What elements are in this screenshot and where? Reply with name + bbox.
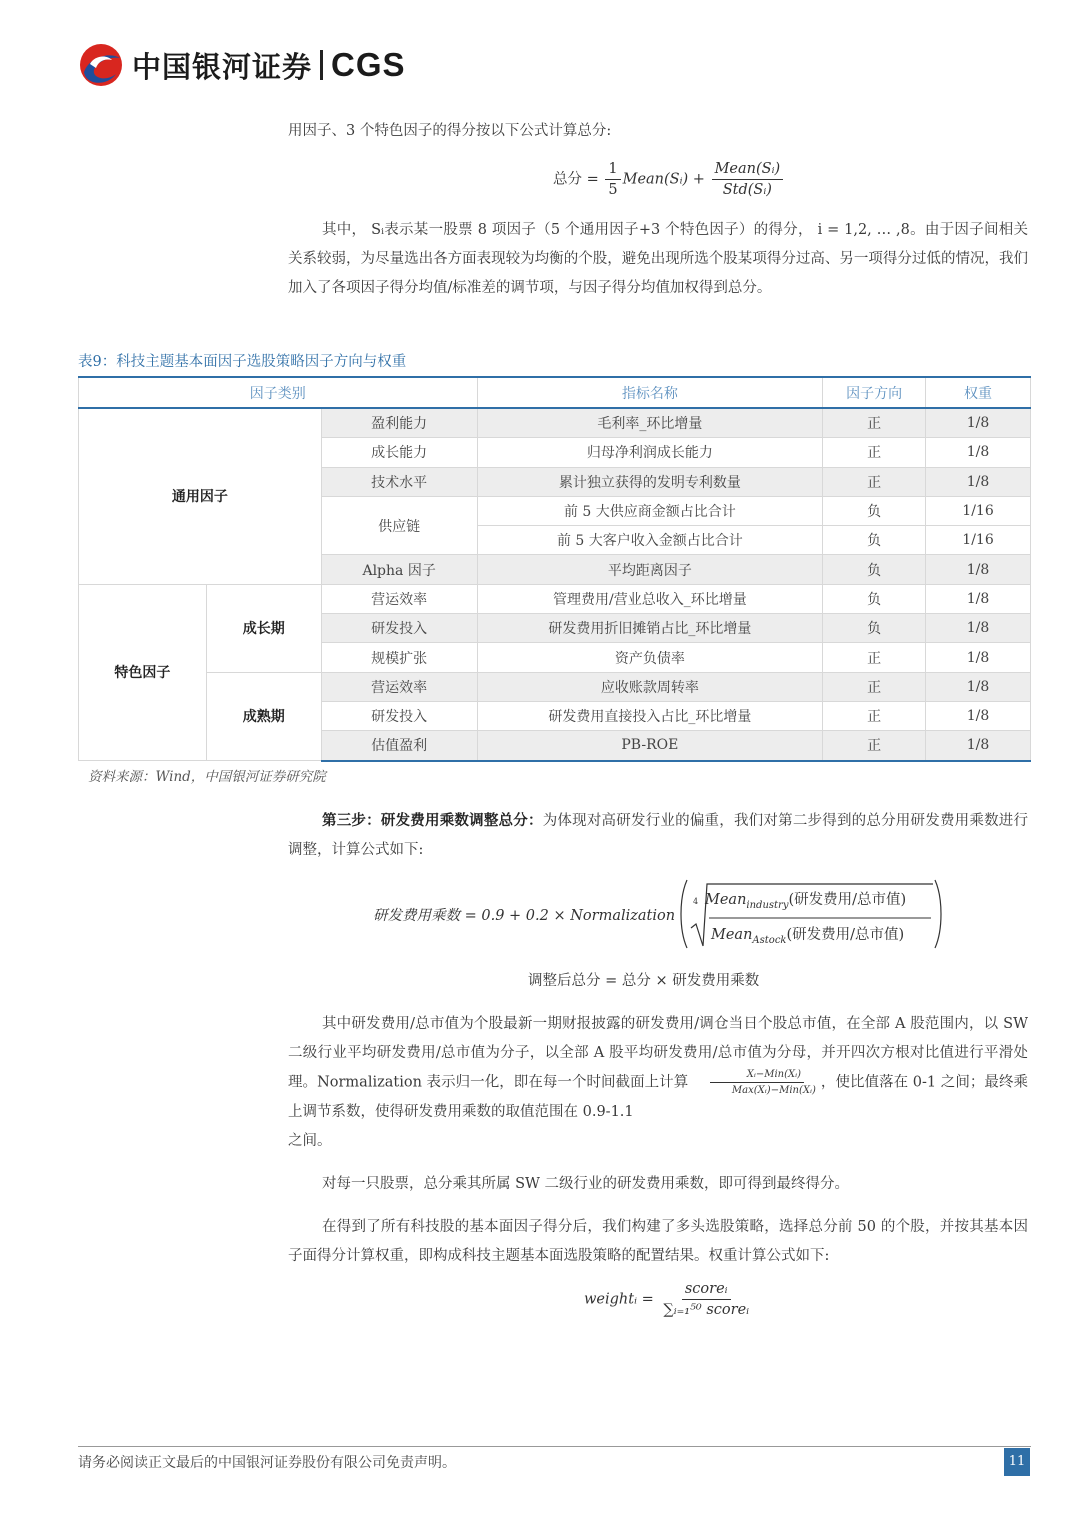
intro-text: 用因子、3 个特色因子的得分按以下公式计算总分: xyxy=(288,123,612,139)
formula1-frac-one-fifth xyxy=(605,160,620,199)
header-factor-category: 因子类别 xyxy=(79,377,478,408)
header-factor-direction: 因子方向 xyxy=(823,377,926,408)
formula4-num: scoreᵢ xyxy=(682,1280,731,1300)
group-special-factor: 特色因子 xyxy=(79,584,207,760)
formula2-lhs: 研发费用乘数 = 0.9 + 0.2 × Normalization xyxy=(373,907,676,924)
para3-text-a: 其中研发费用/总市值为个股最新一期财报披露的研发费用/调仓当日个股总市值，在全部 A 股范围内，以 SW 二级行业平均研发费用/总市值为分子，以全部 A 股平均研发费用/总市值为分母，并开四次方根对比值进行平滑处理。Normalization 表示归一化，即在每一个时间截面上计算 xyxy=(288,1016,1028,1091)
factor-direction: 正 xyxy=(823,467,926,496)
formula2-den-mean: Mean xyxy=(711,927,753,943)
brand-divider xyxy=(320,50,323,80)
formula1-frac1-num: 1 xyxy=(605,160,620,180)
table-row xyxy=(79,408,1031,438)
factor-weight: 1/8 xyxy=(926,731,1031,761)
factor-weight: 1/8 xyxy=(926,467,1031,496)
factor-weight: 1/8 xyxy=(926,701,1031,730)
indicator-name: 归母净利润成长能力 xyxy=(477,438,823,467)
indicator-name: 毛利率_环比增量 xyxy=(477,408,823,438)
step3-text: 为体现对高研发行业的偏重，我们对第二步得到的总分用研发费用乘数进行调整，计算公式如下: xyxy=(288,813,1029,858)
stage-growth: 成长期 xyxy=(206,584,321,672)
normalization-fraction xyxy=(695,1068,819,1097)
factor-direction: 正 xyxy=(823,438,926,467)
total-score-formula xyxy=(553,160,785,199)
formula2-numerator xyxy=(705,888,906,911)
step3-paragraph xyxy=(288,806,1028,865)
factor-direction: 负 xyxy=(823,496,926,525)
sub-category: 营运效率 xyxy=(321,672,477,701)
adjusted-score-formula: 调整后总分 = 总分 × 研发费用乘数 xyxy=(528,973,760,989)
indicator-name: 应收账款周转率 xyxy=(477,672,823,701)
sub-category: Alpha 因子 xyxy=(321,555,477,584)
factor-direction: 正 xyxy=(823,643,926,672)
factor-direction: 负 xyxy=(823,614,926,643)
formula1-frac2-num: Mean(Sᵢ) xyxy=(712,160,784,180)
cgs-logo-icon xyxy=(76,42,126,88)
table-caption: 表9：科技主题基本面因子选股策略因子方向与权重 xyxy=(78,354,407,370)
factor-weight: 1/8 xyxy=(926,408,1031,438)
formula1-term1: Mean(Sᵢ) + xyxy=(622,171,705,188)
formula4-fraction xyxy=(660,1280,752,1319)
factor-weight: 1/8 xyxy=(926,614,1031,643)
sub-category: 规模扩张 xyxy=(321,643,477,672)
rd-multiplier-formula xyxy=(373,878,945,950)
formula2-den-sub: Astock xyxy=(752,934,787,946)
formula1-frac1-den: 5 xyxy=(608,182,618,198)
formula-explanation: 其中， Sᵢ表示某一股票 8 项因子（5 个通用因子+3 个特色因子）的得分， i = 1,2, … ,8。由于因子间相关关系较弱，为尽量选出各方面表现较为均衡的个股，避免出现所选个股某项得分过高、另一项得分过低的情况，我们加入了各项因子得分均值/标准差的调节项，与因子得分均值加权得到总分。 xyxy=(288,222,1028,296)
sub-category: 供应链 xyxy=(321,496,477,555)
weight-formula xyxy=(584,1280,754,1319)
indicator-name: 资产负债率 xyxy=(477,643,823,672)
indicator-name: 累计独立获得的发明专利数量 xyxy=(477,467,823,496)
inline-frac-den: Max(Xᵢ)−Min(Xᵢ) xyxy=(731,1085,816,1096)
inline-frac-num: Xᵢ−Min(Xᵢ) xyxy=(710,1068,804,1083)
factor-direction: 正 xyxy=(823,701,926,730)
factor-weight: 1/8 xyxy=(926,555,1031,584)
sub-category: 营运效率 xyxy=(321,584,477,613)
header-indicator-name: 指标名称 xyxy=(477,377,823,408)
formula2-den-tail: (研发费用/总市值) xyxy=(786,927,905,943)
factor-weight: 1/8 xyxy=(926,584,1031,613)
para3-text-b: ，使比值落在 0-1 之间；最终乘上调节系数，使得研发费用乘数的取值范围在 0.9-1.1 xyxy=(288,1074,1028,1120)
table-row xyxy=(79,672,1031,701)
factor-table xyxy=(78,376,1031,762)
formula2-denominator xyxy=(711,923,904,946)
factor-direction: 负 xyxy=(823,584,926,613)
para3-text-c: 之间。 xyxy=(288,1132,332,1149)
sub-category: 研发投入 xyxy=(321,701,477,730)
formula2-num-tail: (研发费用/总市值) xyxy=(788,892,907,908)
normalization-paragraph xyxy=(288,1010,1028,1156)
page-number: 11 xyxy=(1004,1448,1030,1476)
sub-category: 估值盈利 xyxy=(321,731,477,761)
factor-direction: 负 xyxy=(823,555,926,584)
footer-divider xyxy=(78,1446,1031,1447)
step3-title: 第三步：研发费用乘数调整总分： xyxy=(322,812,543,829)
indicator-name: 前 5 大供应商金额占比合计 xyxy=(477,496,823,525)
indicator-name: 管理费用/营业总收入_环比增量 xyxy=(477,584,823,613)
formula2-num-mean: Mean xyxy=(705,892,747,908)
factor-direction: 负 xyxy=(823,526,926,555)
indicator-name: 研发费用直接投入占比_环比增量 xyxy=(477,701,823,730)
formula2-num-sub: industry xyxy=(746,899,789,911)
formula4-lhs: weightᵢ = xyxy=(584,1291,654,1308)
footer-disclaimer: 请务必阅读正文最后的中国银河证券股份有限公司免责声明。 xyxy=(78,1455,456,1471)
indicator-name: 研发费用折旧摊销占比_环比增量 xyxy=(477,614,823,643)
factor-weight: 1/8 xyxy=(926,643,1031,672)
group-general-factor: 通用因子 xyxy=(79,408,322,584)
indicator-name: 平均距离因子 xyxy=(477,555,823,584)
factor-direction: 正 xyxy=(823,672,926,701)
strategy-paragraph: 在得到了所有科技股的基本面因子得分后，我们构建了多头选股策略，选择总分前 50 的个股，并按其基本因子面得分计算权重，即构成科技主题基本面选股策略的配置结果。权重计算公式如下: xyxy=(288,1219,1028,1264)
factor-weight: 1/16 xyxy=(926,496,1031,525)
brand-name-en: CGS xyxy=(331,46,406,83)
formula4-den: ∑ᵢ₌₁⁵⁰ scoreᵢ xyxy=(663,1302,750,1318)
formula2-root-index: 4 xyxy=(693,897,699,906)
table-header-row xyxy=(79,377,1031,408)
sub-category: 技术水平 xyxy=(321,467,477,496)
factor-weight: 1/8 xyxy=(926,672,1031,701)
factor-weight: 1/8 xyxy=(926,438,1031,467)
stage-mature: 成熟期 xyxy=(206,672,321,760)
header-weight: 权重 xyxy=(926,377,1031,408)
formula1-frac2-den: Std(Sᵢ) xyxy=(722,182,772,198)
formula1-frac-mean-std xyxy=(712,160,784,199)
factor-direction: 正 xyxy=(823,731,926,761)
sub-category: 研发投入 xyxy=(321,614,477,643)
header-logo xyxy=(76,40,406,90)
sub-category: 成长能力 xyxy=(321,438,477,467)
factor-direction: 正 xyxy=(823,408,926,438)
final-score-paragraph: 对每一只股票，总分乘其所属 SW 二级行业的研发费用乘数，即可得到最终得分。 xyxy=(322,1176,850,1192)
indicator-name: PB-ROE xyxy=(477,731,823,761)
table-source: 资料来源：Wind，中国银河证券研究院 xyxy=(88,769,326,785)
factor-weight: 1/16 xyxy=(926,526,1031,555)
brand-name-cn: 中国银河证券 xyxy=(132,49,313,84)
formula1-lhs: 总分 = xyxy=(553,171,599,188)
sub-category: 盈利能力 xyxy=(321,408,477,438)
table-row xyxy=(79,584,1031,613)
indicator-name: 前 5 大客户收入金额占比合计 xyxy=(477,526,823,555)
